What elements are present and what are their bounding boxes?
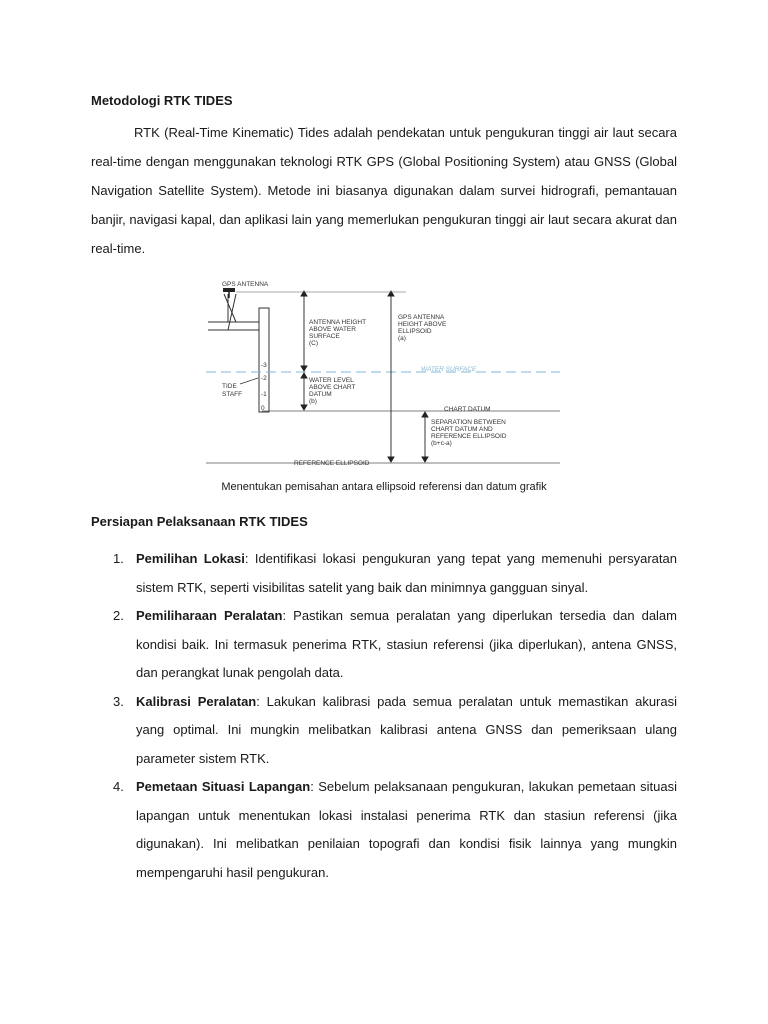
pier-structure (208, 294, 261, 330)
label-tide-staff-2: STAFF (222, 391, 243, 398)
staff-mark-0: 0 (261, 405, 265, 412)
intro-paragraph: RTK (Real-Time Kinematic) Tides adalah pendekatan untuk pengukuran tinggi air laut secara real-time dengan menggunakan teknologi RTK GPS (Global Positioning System) atau GNSS (Global Navigation Satellite System). Metode ini biasanya digunakan dalam survei hidrografi, pemantauan banjir, navigasi kapal, dan aplikasi lain yang memerlukan pengukuran tinggi air laut secara akurat dan real-time. (91, 125, 677, 256)
list-item-number: 4. (113, 779, 124, 794)
list-item (91, 545, 677, 602)
label-separation-1: SEPARATION BETWEEN (431, 419, 506, 426)
arrow-gps-height (388, 291, 394, 462)
label-gps-height-4: (a) (398, 335, 406, 342)
list-item-text: : Identifikasi lokasi pengukuran yang tepat yang memenuhi persyaratan sistem RTK, seperti visibilitas satelit yang baik dan minimnya gangguan sinyal. (136, 551, 677, 595)
label-separation-2: CHART DATUM AND (431, 426, 493, 433)
list-item-term: Pemilihan Lokasi (136, 551, 245, 566)
label-water-level-3: DATUM (309, 391, 332, 398)
staff-mark-1: -1 (261, 391, 267, 398)
label-water-level-4: (b) (309, 398, 317, 405)
list-item-number: 2. (113, 608, 124, 623)
list-item-term: Kalibrasi Peralatan (136, 693, 257, 709)
label-antenna-height-3: SURFACE (309, 333, 340, 340)
list-item-text: : Sebelum pelaksanaan pengukuran, lakukan pemetaan situasi lapangan untuk menentukan lokasi instalasi penerima RTK dan stasiun referensi (jika digunakan). Ini melibatkan penilaian topografi dan kondisi fisik lainnya yang mungkin mempengaruhi hasil pengukuran. (136, 779, 677, 880)
label-gps-antenna: GPS ANTENNA (222, 281, 269, 288)
rtk-tides-diagram (206, 274, 560, 470)
list-item-term: Pemiliharaan Peralatan (136, 608, 283, 623)
list-item (91, 688, 677, 774)
arrow-antenna-height (301, 291, 307, 371)
staff-mark-2: -2 (261, 375, 267, 382)
list-item (91, 773, 677, 887)
label-antenna-height-1: ANTENNA HEIGHT (309, 319, 367, 326)
label-separation-4: (b+c-a) (431, 440, 452, 447)
list-item-text: : Lakukan kalibrasi pada semua peralatan untuk memastikan akurasi yang optimal. Ini mungkin melibatkan kalibrasi antena GNSS dan pemeriksaan ulang parameter sistem RTK. (136, 693, 677, 766)
figure-caption: Menentukan pemisahan antara ellipsoid referensi dan datum grafik (221, 481, 547, 493)
list-item (91, 602, 677, 688)
label-antenna-height-2: ABOVE WATER (309, 326, 356, 333)
list-item-number: 3. (113, 693, 124, 709)
label-water-level-1: WATER LEVEL (309, 377, 354, 384)
label-reference-ellipsoid: REFERENCE ELLIPSOID (294, 460, 370, 467)
list-item-term: Pemetaan Situasi Lapangan (136, 779, 311, 794)
label-gps-height-3: ELLIPSOID (398, 328, 432, 335)
label-water-surface: WATER SURFACE (421, 366, 477, 373)
section-title-persiapan: Persiapan Pelaksanaan RTK TIDES (91, 514, 308, 529)
list-item-number: 1. (113, 551, 124, 566)
label-tide-staff-1: TIDE (222, 383, 237, 390)
preparation-steps-list (91, 545, 677, 887)
label-antenna-height-4: (C) (309, 340, 319, 347)
staff-mark-3: -3 (261, 362, 267, 369)
tide-staff-pointer (240, 378, 258, 384)
label-water-level-2: ABOVE CHART (309, 384, 356, 391)
arrow-separation (422, 412, 428, 462)
label-separation-3: REFERENCE ELLIPSOID (431, 433, 507, 440)
arrow-water-level (301, 373, 307, 410)
label-gps-height-1: GPS ANTENNA (398, 314, 445, 321)
label-chart-datum: CHART DATUM (444, 406, 491, 413)
list-item-text: : Pastikan semua peralatan yang diperlukan tersedia dan dalam kondisi baik. Ini termasuk penerima RTK, stasiun referensi (jika diperlukan), antena GNSS, dan perangkat lunak pengolah data. (136, 608, 677, 680)
label-gps-height-2: HEIGHT ABOVE (398, 321, 447, 328)
section-title-metodologi: Metodologi RTK TIDES (91, 93, 233, 108)
